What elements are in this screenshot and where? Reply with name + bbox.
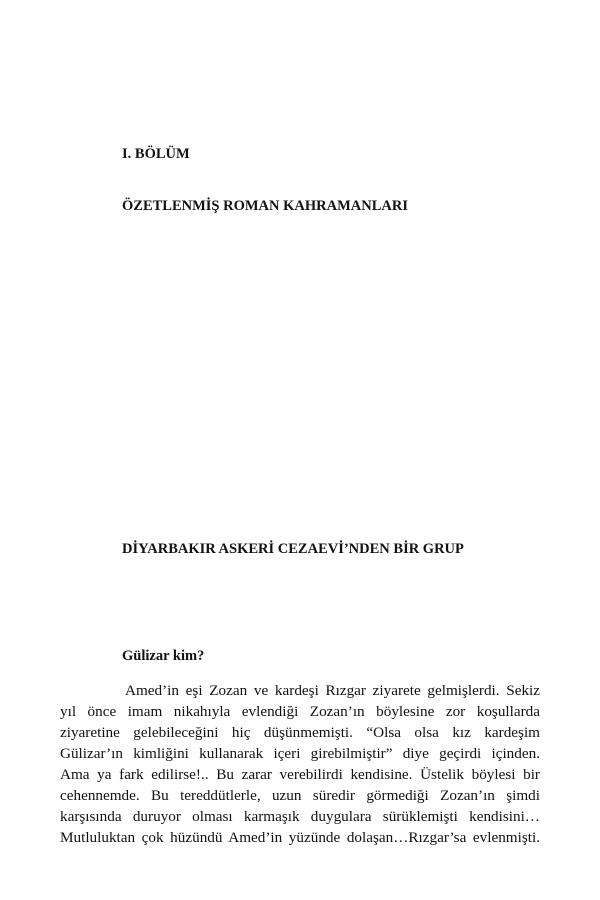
group-title: DİYARBAKIR ASKERİ CEZAEVİ’NDEN BİR GRUP xyxy=(122,541,464,557)
paragraph-line: ziyaretine gelebileceğini hiç düşünmemişti. “Olsa olsa kız kardeşim xyxy=(60,724,540,741)
body-paragraph xyxy=(60,680,540,848)
paragraph-line: karşısında duruyor olması karmaşık duygulara sürüklemişti kendisini… xyxy=(60,808,540,825)
paragraph-line: Gülizar’ın kimliğini kullanarak içeri girebilmiştir” diye geçirdi içinden. xyxy=(60,745,540,762)
chapter-heading: I. BÖLÜM xyxy=(122,146,190,162)
paragraph-line: Ama ya fark edilirse!.. Bu zarar verebilirdi kendisine. Üstelik böylesi bir xyxy=(60,766,540,783)
paragraph-line: cehennemde. Bu tereddütlerle, uzun süredir görmediği Zozan’ın şimdi xyxy=(60,787,540,804)
paragraph-line: Mutluluktan çok hüzündü Amed’in yüzünde dolaşan…Rızgar’sa evlenmişti. xyxy=(60,829,540,846)
paragraph-line: Amed’in eşi Zozan ve kardeşi Rızgar ziyarete gelmişlerdi. Sekiz xyxy=(125,682,540,699)
subheading: Gülizar kim? xyxy=(122,648,205,664)
paragraph-line: yıl önce imam nikahıyla evlendiği Zozan’ın böylesine zor koşullarda xyxy=(60,703,540,720)
section-title: ÖZETLENMİŞ ROMAN KAHRAMANLARI xyxy=(122,198,408,214)
